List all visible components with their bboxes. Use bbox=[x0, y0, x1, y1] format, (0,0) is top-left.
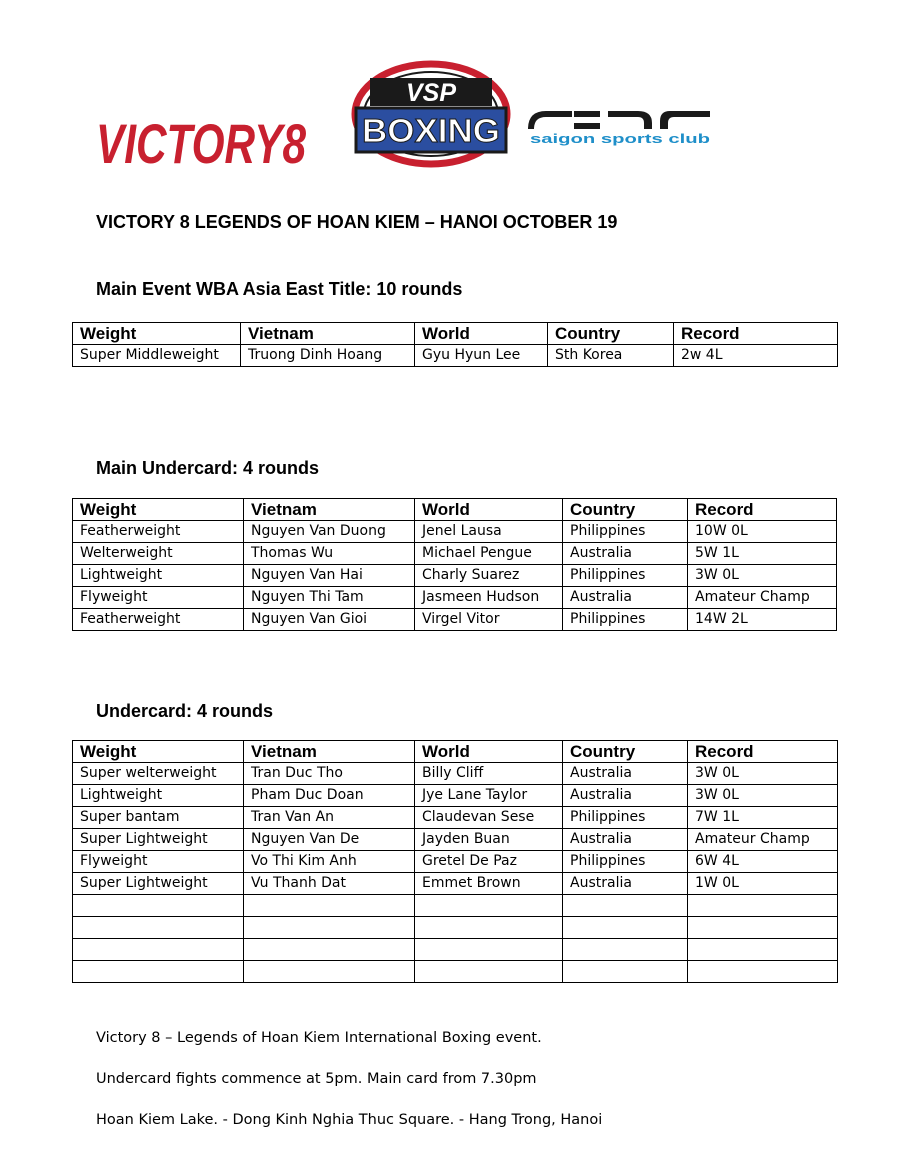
cell-weight bbox=[73, 939, 244, 961]
cell-world bbox=[415, 961, 563, 983]
section-title-main-event: Main Event WBA Asia East Title: 10 rounds bbox=[96, 279, 463, 299]
table-header-row bbox=[73, 741, 838, 763]
column-header-country: Country bbox=[563, 499, 688, 521]
cell-vietnam: Vu Thanh Dat bbox=[244, 873, 415, 895]
saigon-sports-club-logo bbox=[528, 107, 712, 147]
cell-country: Philippines bbox=[563, 521, 688, 543]
cell-world: Emmet Brown bbox=[415, 873, 563, 895]
cell-country: Philippines bbox=[563, 851, 688, 873]
column-header-weight: Weight bbox=[73, 499, 244, 521]
cell-country: Australia bbox=[563, 763, 688, 785]
vsp-text: VSP bbox=[405, 79, 457, 107]
column-header-world: World bbox=[415, 741, 563, 763]
section-title-undercard: Undercard: 4 rounds bbox=[96, 701, 274, 721]
cell-vietnam bbox=[244, 917, 415, 939]
table-row bbox=[73, 345, 838, 367]
cell-weight bbox=[73, 895, 244, 917]
cell-world: Claudevan Sese bbox=[415, 807, 563, 829]
cell-record: 5W 1L bbox=[688, 543, 837, 565]
table-row bbox=[73, 917, 838, 939]
ssc-text: saigon sports club bbox=[530, 131, 711, 146]
table-header-row bbox=[73, 499, 837, 521]
table-row bbox=[73, 543, 837, 565]
cell-country: Australia bbox=[563, 873, 688, 895]
cell-weight: Featherweight bbox=[73, 521, 244, 543]
cell-record: 3W 0L bbox=[688, 785, 838, 807]
cell-record: 1W 0L bbox=[688, 873, 838, 895]
column-header-weight: Weight bbox=[73, 741, 244, 763]
cell-record bbox=[688, 939, 838, 961]
cell-record bbox=[688, 961, 838, 983]
table-row bbox=[73, 895, 838, 917]
cell-world: Gyu Hyun Lee bbox=[415, 345, 548, 367]
cell-weight bbox=[73, 961, 244, 983]
boxing-text: BOXING bbox=[362, 112, 500, 149]
cell-vietnam: Vo Thi Kim Anh bbox=[244, 851, 415, 873]
table-header-row bbox=[73, 323, 838, 345]
column-header-country: Country bbox=[548, 323, 674, 345]
cell-weight: Featherweight bbox=[73, 609, 244, 631]
column-header-vietnam: Vietnam bbox=[241, 323, 415, 345]
cell-record bbox=[688, 917, 838, 939]
cell-vietnam bbox=[244, 895, 415, 917]
cell-country: Australia bbox=[563, 587, 688, 609]
column-header-record: Record bbox=[688, 741, 838, 763]
document-title: VICTORY 8 LEGENDS OF HOAN KIEM – HANOI OCTOBER 19 bbox=[96, 212, 618, 232]
cell-world: Gretel De Paz bbox=[415, 851, 563, 873]
footer-event-line: Victory 8 – Legends of Hoan Kiem International Boxing event. bbox=[96, 1030, 542, 1046]
cell-vietnam: Nguyen Thi Tam bbox=[244, 587, 415, 609]
table-row bbox=[73, 873, 838, 895]
cell-record: 3W 0L bbox=[688, 763, 838, 785]
cell-vietnam bbox=[244, 961, 415, 983]
footer-venue-line: Hoan Kiem Lake. - Dong Kinh Nghia Thuc Square. - Hang Trong, Hanoi bbox=[96, 1112, 603, 1128]
cell-vietnam: Thomas Wu bbox=[244, 543, 415, 565]
cell-country: Australia bbox=[563, 543, 688, 565]
column-header-world: World bbox=[415, 323, 548, 345]
cell-vietnam: Tran Duc Tho bbox=[244, 763, 415, 785]
logo-banner bbox=[0, 55, 915, 185]
cell-country: Philippines bbox=[563, 609, 688, 631]
vsp-boxing-logo bbox=[350, 60, 512, 168]
cell-vietnam: Tran Van An bbox=[244, 807, 415, 829]
cell-country: Philippines bbox=[563, 807, 688, 829]
cell-record bbox=[688, 895, 838, 917]
cell-world: Billy Cliff bbox=[415, 763, 563, 785]
cell-weight: Flyweight bbox=[73, 851, 244, 873]
cell-country bbox=[563, 939, 688, 961]
cell-vietnam: Nguyen Van Duong bbox=[244, 521, 415, 543]
cell-weight: Super Middleweight bbox=[73, 345, 241, 367]
cell-record: Amateur Champ bbox=[688, 829, 838, 851]
column-header-weight: Weight bbox=[73, 323, 241, 345]
table-row bbox=[73, 763, 838, 785]
cell-country bbox=[563, 961, 688, 983]
cell-world: Jayden Buan bbox=[415, 829, 563, 851]
main-undercard-table bbox=[72, 498, 837, 631]
cell-vietnam bbox=[244, 939, 415, 961]
cell-record: 6W 4L bbox=[688, 851, 838, 873]
cell-world: Jye Lane Taylor bbox=[415, 785, 563, 807]
cell-weight: Super Lightweight bbox=[73, 873, 244, 895]
column-header-record: Record bbox=[688, 499, 837, 521]
cell-world bbox=[415, 939, 563, 961]
cell-record: 10W 0L bbox=[688, 521, 837, 543]
cell-weight: Super welterweight bbox=[73, 763, 244, 785]
cell-weight: Flyweight bbox=[73, 587, 244, 609]
table-row bbox=[73, 851, 838, 873]
cell-country: Australia bbox=[563, 829, 688, 851]
table-row bbox=[73, 829, 838, 851]
main-event-table bbox=[72, 322, 838, 367]
cell-world bbox=[415, 895, 563, 917]
cell-weight bbox=[73, 917, 244, 939]
cell-vietnam: Nguyen Van Gioi bbox=[244, 609, 415, 631]
cell-country bbox=[563, 895, 688, 917]
cell-world: Jenel Lausa bbox=[415, 521, 563, 543]
table-row bbox=[73, 961, 838, 983]
undercard-table bbox=[72, 740, 838, 983]
cell-country: Australia bbox=[563, 785, 688, 807]
cell-vietnam: Pham Duc Doan bbox=[244, 785, 415, 807]
cell-country bbox=[563, 917, 688, 939]
table-row bbox=[73, 939, 838, 961]
cell-world: Jasmeen Hudson bbox=[415, 587, 563, 609]
table-row bbox=[73, 565, 837, 587]
column-header-world: World bbox=[415, 499, 563, 521]
cell-record: 2w 4L bbox=[674, 345, 838, 367]
table-row bbox=[73, 587, 837, 609]
column-header-record: Record bbox=[674, 323, 838, 345]
cell-country: Sth Korea bbox=[548, 345, 674, 367]
column-header-vietnam: Vietnam bbox=[244, 741, 415, 763]
section-title-main-undercard: Main Undercard: 4 rounds bbox=[96, 458, 320, 478]
table-row bbox=[73, 785, 838, 807]
cell-weight: Lightweight bbox=[73, 565, 244, 587]
cell-world: Virgel Vitor bbox=[415, 609, 563, 631]
victory8-logo bbox=[96, 105, 346, 177]
cell-vietnam: Nguyen Van De bbox=[244, 829, 415, 851]
cell-weight: Welterweight bbox=[73, 543, 244, 565]
footer-time-line: Undercard fights commence at 5pm. Main card from 7.30pm bbox=[96, 1071, 537, 1087]
cell-world: Michael Pengue bbox=[415, 543, 563, 565]
cell-world bbox=[415, 917, 563, 939]
table-row bbox=[73, 521, 837, 543]
column-header-vietnam: Vietnam bbox=[244, 499, 415, 521]
cell-country: Philippines bbox=[563, 565, 688, 587]
cell-record: 14W 2L bbox=[688, 609, 837, 631]
cell-record: 7W 1L bbox=[688, 807, 838, 829]
cell-weight: Super Lightweight bbox=[73, 829, 244, 851]
cell-weight: Super bantam bbox=[73, 807, 244, 829]
cell-record: 3W 0L bbox=[688, 565, 837, 587]
table-row bbox=[73, 807, 838, 829]
cell-world: Charly Suarez bbox=[415, 565, 563, 587]
cell-weight: Lightweight bbox=[73, 785, 244, 807]
cell-record: Amateur Champ bbox=[688, 587, 837, 609]
table-row bbox=[73, 609, 837, 631]
cell-vietnam: Truong Dinh Hoang bbox=[241, 345, 415, 367]
cell-vietnam: Nguyen Van Hai bbox=[244, 565, 415, 587]
victory8-logo-text: VICTORY8 bbox=[96, 112, 307, 175]
column-header-country: Country bbox=[563, 741, 688, 763]
